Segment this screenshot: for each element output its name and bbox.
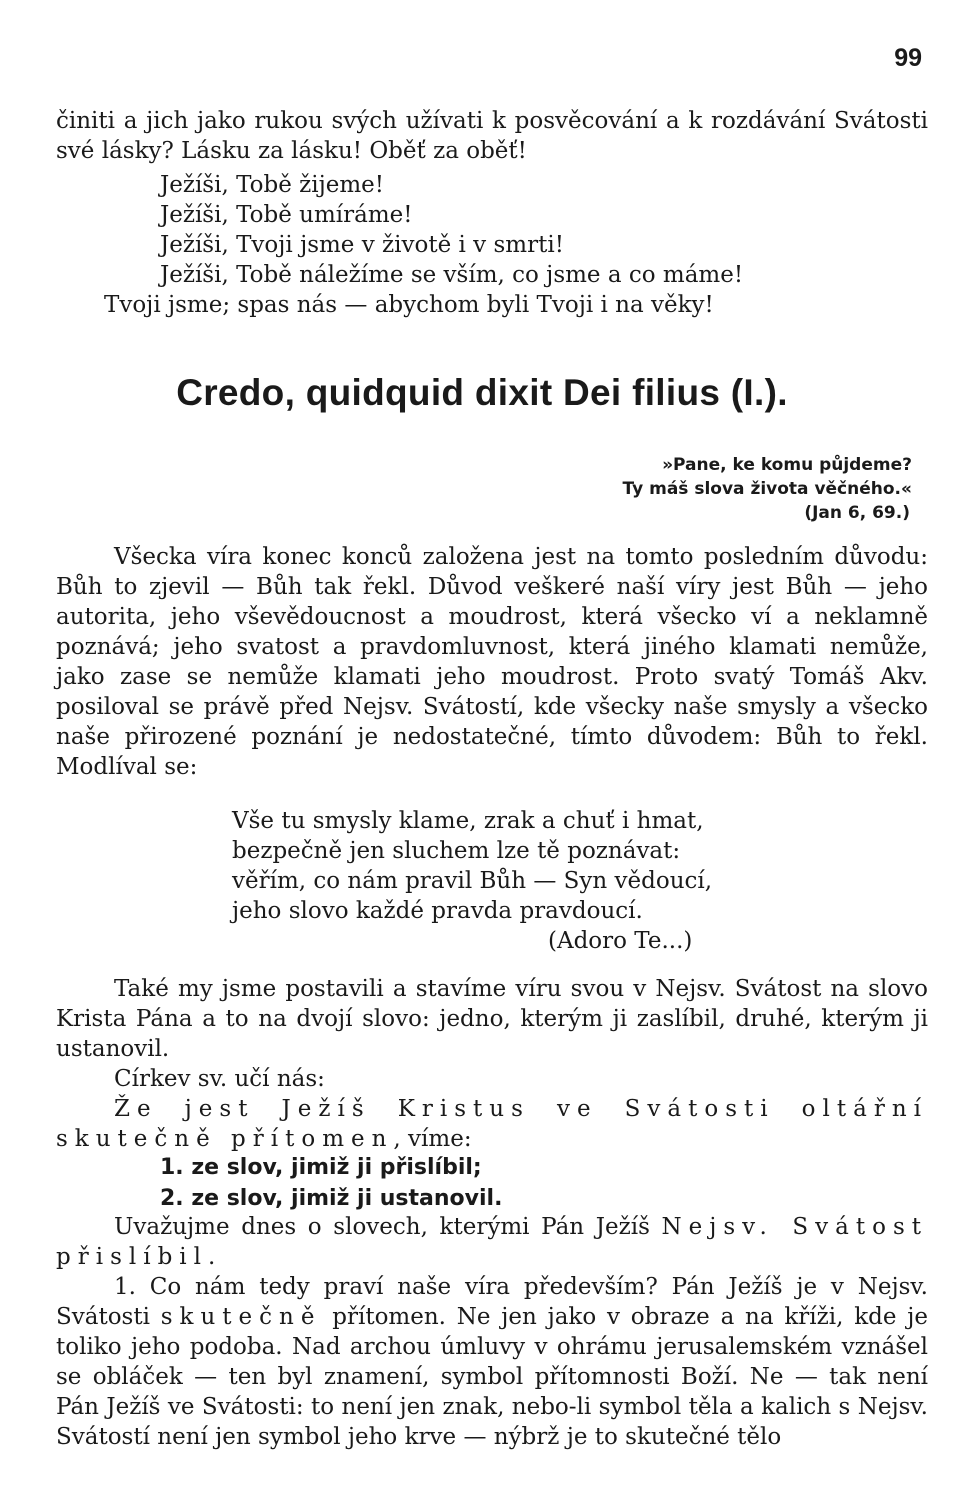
motto-line: »Pane, ke komu půjdeme? bbox=[662, 455, 912, 475]
intro-paragraph-block bbox=[56, 106, 928, 166]
poem-attribution: (Adoro Te...) bbox=[548, 928, 693, 954]
motto-reference: (Jan 6, 69.) bbox=[804, 503, 910, 523]
poem-line: bezpečně jen sluchem lze tě poznávat: bbox=[232, 838, 681, 864]
paragraph: Církev sv. učí nás: bbox=[114, 1066, 325, 1092]
paragraph bbox=[56, 1212, 928, 1272]
paragraph-tail: . bbox=[208, 1244, 216, 1270]
numbered-point: 2. ze slov, jimiž ji ustanovil. bbox=[160, 1186, 503, 1211]
numbered-points bbox=[160, 1152, 502, 1214]
paragraph-tail: přítomen. Ne jen jako v obraze a na kříži, kde je toliko jeho podoba. Nad archou úmluvy v ohrámu jerusalemském vznášel se obláček — ten byl znamení, symbol přítomnosti Boží. Ne — tak není Pán Ježíš ve Svátosti: to není jen znak, nebo-li symbol těla a kalich s Nejsv. Svátostí není jen symbol jeho krve — nýbrž je to skutečné tělo bbox=[56, 1304, 929, 1450]
poem-line: Vše tu smysly klame, zrak a chuť i hmat, bbox=[232, 808, 704, 834]
paragraph: Také my jsme postavili a stavíme víru svou v Nejsv. Svátost na slovo Krista Pána a to na dvojí slovo: jedno, kterým ji zaslíbil, druhé, kterým ji ustanovil. bbox=[56, 976, 928, 1062]
poem-block bbox=[232, 806, 712, 956]
page-number: 99 bbox=[894, 44, 922, 72]
prayer-line: Tvoji jsme; spas nás — abychom byli Tvoji i na věky! bbox=[104, 292, 714, 318]
paragraph: Všecka víra konec konců založena jest na tomto posledním důvodu: Bůh to zjevil — Bůh tak řekl. Důvod veškeré naší víry jest Bůh — jeho autorita, jeho vševědoucnost a moudrost, která všecko ví a neklamně poznává; jeho svatost a pravdomluvnost, která jiného klamati nemůže, jako zase se nemůže klamati jeho moudrost. Proto svatý Tomáš Akv. posiloval se právě před Nejsv. Svátostí, kde všecky naše smysly a všecko naše přirozené poznání je nedostatečné, tímto důvodem: Bůh to řekl. Modlíval se: bbox=[56, 544, 928, 780]
prayer-line: Ježíši, Tobě žijeme! bbox=[160, 172, 385, 198]
paragraph-lead: Uvažujme dnes o slovech, kterými Pán Ježíš bbox=[114, 1214, 662, 1240]
poem-line: věřím, co nám pravil Bůh — Syn vědoucí, bbox=[232, 868, 713, 894]
motto-block bbox=[623, 453, 912, 525]
prayer-line: Ježíši, Tobě náležíme se vším, co jsme a co máme! bbox=[160, 262, 744, 288]
spaced-emphasis: Že jest Ježíš Kristus ve Svátosti oltářní skutečně přítomen bbox=[56, 1096, 928, 1152]
prayer-line: Ježíši, Tvoji jsme v životě i v smrti! bbox=[160, 232, 564, 258]
prayer-block bbox=[104, 170, 743, 320]
paragraph-1-block bbox=[56, 542, 928, 782]
prayer-line: Ježíši, Tobě umíráme! bbox=[160, 202, 413, 228]
paragraph bbox=[56, 1272, 928, 1452]
motto-line: Ty máš slova života věčného.« bbox=[622, 479, 912, 499]
chapter-title: Credo, quidquid dixit Dei filius (I.). bbox=[176, 372, 788, 413]
spaced-emphasis: skutečně bbox=[160, 1304, 322, 1330]
paragraphs-5-6-block bbox=[56, 1212, 928, 1452]
numbered-point: 1. ze slov, jimiž ji přislíbil; bbox=[160, 1155, 482, 1180]
paragraph bbox=[56, 1094, 928, 1154]
paragraph-lead: 1. Co nám tedy praví naše víra především? Pán Ježíš je v Nejsv. Svátosti bbox=[56, 1274, 928, 1330]
spaced-emphasis: Nejsv. Svátost přislíbil bbox=[56, 1214, 929, 1270]
intro-paragraph: činiti a jich jako rukou svých užívati k posvěcování a k rozdávání Svátosti své lásky? Lásku za lásku! Oběť za oběť! bbox=[56, 108, 928, 164]
paragraphs-2-4-block bbox=[56, 974, 928, 1154]
poem-line: jeho slovo každé pravda pravdoucí. bbox=[232, 898, 643, 924]
paragraph-tail: , víme: bbox=[393, 1126, 472, 1152]
